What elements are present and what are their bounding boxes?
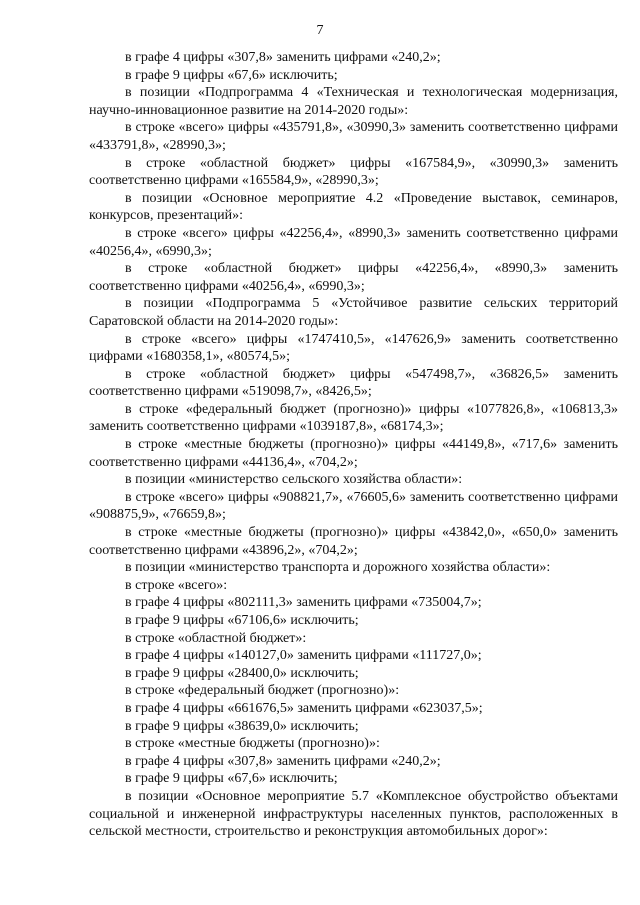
paragraph: в строке «федеральный бюджет (прогнозно)»: [125,683,400,699]
paragraph: в строке «всего» цифры «42256,4», «8990,3» заменить соответственно цифрами «40256,4», «6990,3»; [89,225,618,259]
paragraph: в графе 9 цифры «38639,0» исключить; [125,718,359,734]
paragraph: в графе 4 цифры «307,8» заменить цифрами «240,2»; [125,753,441,769]
paragraph: в позиции «Подпрограмма 5 «Устойчивое развитие сельских территорий Саратовской области на 2014-2020 годы»: [89,296,618,329]
paragraph: в графе 4 цифры «307,8» заменить цифрами «240,2»; [125,50,441,65]
paragraph: в графе 4 цифры «661676,5» заменить цифрами «623037,5»; [125,700,483,716]
paragraph: в позиции «министерство транспорта и дорожного хозяйства области»: [125,560,551,576]
paragraph: в строке «местные бюджеты (прогнозно)» цифры «43842,0», «650,0» заменить соответственно цифрами «43896,2», «704,2»; [89,525,618,558]
paragraph: в строке «всего» цифры «435791,8», «30990,3» заменить соответственно цифрами «433791,8», «28990,3»; [89,120,618,153]
paragraph: в графе 9 цифры «67,6» исключить; [125,771,338,787]
paragraph: в строке «областной бюджет» цифры «167584,9», «30990,3» заменить соответственно цифрами «165584,9», «28990,3»; [89,155,618,189]
paragraph: в позиции «Подпрограмма 4 «Техническая и технологическая модернизация, научно-инновационное развитие на 2014-2020 годы»: [89,85,618,118]
paragraph: в позиции «Основное мероприятие 5.7 «Комплексное обустройство объектами социальной и инженерной инфраструктуры населенных пунктов, расположенных в сельской местности, строительство и реконструкция автомобильных дорог»: [89,788,618,840]
paragraph: в строке «федеральный бюджет (прогнозно)» цифры «1077826,8», «106813,3» заменить соответственно цифрами «1039187,8», «68174,3»; [89,401,618,435]
document-body [89,49,618,841]
paragraph: в графе 4 цифры «802111,3» заменить цифрами «735004,7»; [125,595,482,611]
paragraph: в графе 9 цифры «67106,6» исключить; [125,613,359,628]
paragraph: в позиции «министерство сельского хозяйства области»: [125,472,463,488]
paragraph: в строке «всего»: [125,577,228,593]
paragraph: в строке «областной бюджет» цифры «547498,7», «36826,5» заменить соответственно цифрами «519098,7», «8426,5»; [89,366,618,400]
paragraph: в строке «областной бюджет»: [125,630,307,646]
paragraph: в строке «местные бюджеты (прогнозно)»: [125,736,380,752]
paragraph: в строке «местные бюджеты (прогнозно)» цифры «44149,8», «717,6» заменить соответственно цифрами «44136,4», «704,2»; [89,437,618,470]
paragraph: в графе 4 цифры «140127,0» заменить цифрами «111727,0»; [125,648,482,664]
paragraph: в строке «всего» цифры «1747410,5», «147626,9» заменить соответственно цифрами «1680358,1», «80574,5»; [89,331,618,365]
paragraph: в строке «областной бюджет» цифры «42256,4», «8990,3» заменить соответственно цифрами «40256,4», «6990,3»; [89,261,618,294]
paragraph: в позиции «Основное мероприятие 4.2 «Проведение выставок, семинаров, конкурсов, презентаций»: [89,190,618,224]
paragraph: в графе 9 цифры «67,6» исключить; [125,67,338,83]
page-number: 7 [316,23,324,38]
paragraph: в графе 9 цифры «28400,0» исключить; [125,665,359,681]
paragraph: в строке «всего» цифры «908821,7», «76605,6» заменить соответственно цифрами «908875,9», «76659,8»; [89,489,618,523]
